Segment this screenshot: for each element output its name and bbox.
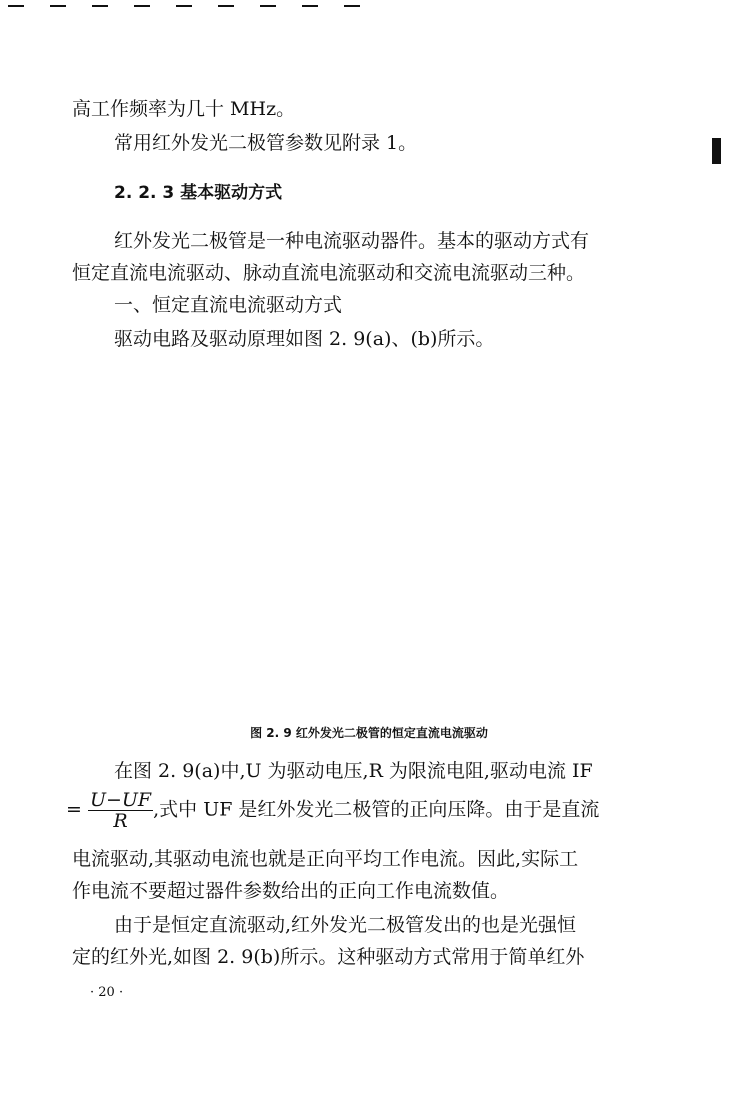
figure-2-9 [0,360,738,720]
paragraph-line: 在图 2. 9(a)中,U 为驱动电压,R 为限流电阻,驱动电流 IF [114,760,593,782]
equals-sign: = [66,798,82,821]
formula-line [66,790,646,831]
paragraph-line: 驱动电路及驱动原理如图 2. 9(a)、(b)所示。 [114,328,495,350]
fraction-denominator: R [113,810,128,832]
paragraph-line: 由于是恒定直流驱动,红外发光二极管发出的也是光强恒 [114,914,577,936]
paragraph-line: 恒定直流电流驱动、脉动直流电流驱动和交流电流驱动三种。 [72,262,586,284]
figure-caption: 图 2. 9 红外发光二极管的恒定直流电流驱动 [250,726,488,740]
paragraph-line: 电流驱动,其驱动电流也就是正向平均工作电流。因此,实际工 [72,848,579,870]
page-number: · 20 · [90,985,124,1000]
fraction-numerator: U−UF [89,789,152,811]
sub-heading: 一、恒定直流电流驱动方式 [114,294,343,316]
paragraph-line: 红外发光二极管是一种电流驱动器件。基本的驱动方式有 [114,230,590,252]
paragraph-line: 作电流不要超过器件参数给出的正向工作电流数值。 [72,880,510,902]
paragraph-line: 高工作频率为几十 MHz。 [72,98,296,120]
section-heading: 2. 2. 3 基本驱动方式 [114,183,283,203]
fraction [88,790,153,831]
paragraph-line: ,式中 UF 是红外发光二极管的正向压降。由于是直流 [153,798,600,821]
paragraph-line: 常用红外发光二极管参数见附录 1。 [114,132,418,154]
page-edge-mark [712,138,721,164]
paragraph-line: 定的红外光,如图 2. 9(b)所示。这种驱动方式常用于简单红外 [72,946,585,968]
